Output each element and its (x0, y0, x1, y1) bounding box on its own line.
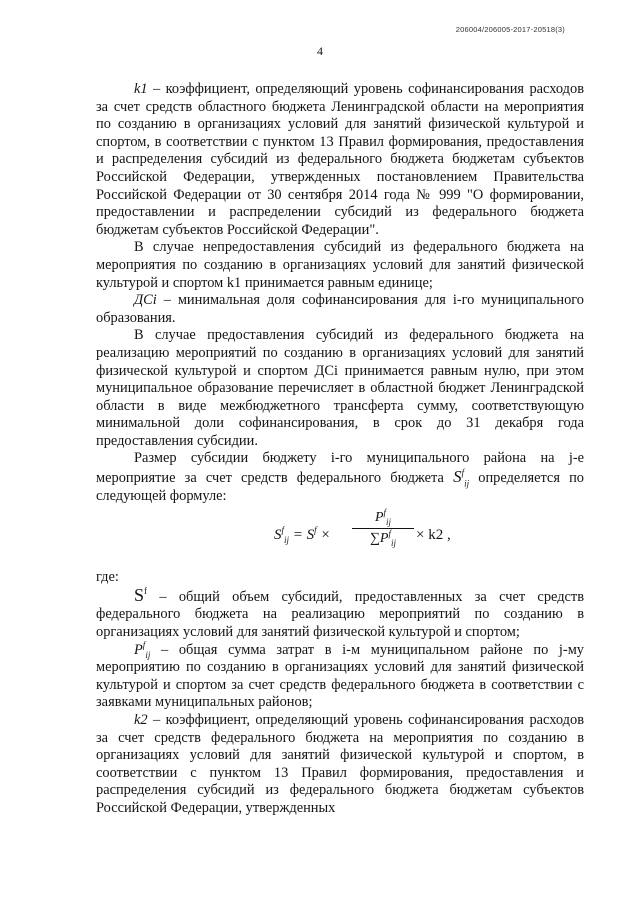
document-body (96, 81, 584, 818)
paragraph-sf-text: – общий объем субсидий, предоставленных за счет средств федерального бюджета на реализацию мероприятий по созданию в организациях условий для занятий физической культурой и спортом; (96, 588, 584, 641)
paragraph-subsidy-size-tail: определяется по следующей формуле: (96, 470, 584, 504)
page-number: 4 (317, 44, 323, 58)
paragraph-no-federal: В случае непредоставления субсидий из федерального бюджета на мероприятия по созданию в организациях условий для занятий физической культурой и спортом k1 принимается равным единице; (96, 239, 584, 291)
formula-denominator: $\sum P^f_{ij}$ (369, 528, 397, 548)
symbol-k1: k1 (134, 81, 148, 97)
symbol-k2: k2 (134, 712, 148, 728)
paragraph-pij (96, 639, 584, 712)
formula-lhs: $S^f_{ij} = S^f$ × (274, 525, 331, 546)
paragraph-k1-text: – коэффициент, определяющий уровень софинансирования расходов за счет средств областного бюджета Ленинградской области на мероприятия по созданию в организациях условий для занятий физической культурой и спортом, в соответствии с пунктом 13 Правил формирования, предоставления и распределения субсидий из федерального бюджета бюджетам субъектов Российской Федерации, утвержденных постановлением Правительства Российской Федерации от 30 сентября 2014 года № 999 "О формировании, предоставлении и распределении субсидий из федерального бюджета бюджетам субъектов Российской Федерации". (96, 81, 584, 238)
symbol-sf: $S^f$ (134, 584, 148, 605)
formula-numerator: $P^f_{ij}$ (352, 509, 414, 529)
paragraph-k1 (96, 81, 584, 239)
formula-tail: × k2 , (416, 527, 451, 544)
symbol-pij: $P^f_{ij}$ (134, 639, 151, 660)
paragraph-k2 (96, 712, 584, 818)
where-label: где: (96, 569, 119, 586)
paragraph-k2-text: – коэффициент, определяющий уровень софинансирования расходов за счет средств федерального бюджета на мероприятия по созданию в организациях условий для занятий физической культурой и спортом, в соответствии с пунктом 13 Правил формирования, предоставления и распределения субсидий из федерального бюджета бюджетам субъектов Российской Федерации, утвержденных (96, 712, 584, 816)
symbol-dsi: ДСi (134, 292, 157, 309)
symbol-sij: $S^f_{ij}$ (453, 467, 470, 489)
paragraph-subsidy-size-text: Размер субсидии бюджету i-го муниципального района на j-е мероприятие за счет средств федерального бюджета (96, 450, 584, 487)
formula-fraction (352, 509, 414, 547)
subsidy-formula (96, 507, 584, 565)
paragraph-pij-text: – общая сумма затрат в i-м муниципальном районе по j-му мероприятию по созданию в организациях условий для занятий физической культурой и спортом за счет средств федерального бюджета в соответствии с заявками муниципальных районов; (96, 641, 584, 711)
paragraph-sf (96, 584, 584, 642)
paragraph-dsi (96, 292, 584, 327)
paragraph-federal-provided: В случае предоставления субсидий из федерального бюджета на реализацию мероприятий по созданию в организациях условий для занятий физической культурой и спортом ДСi принимается равным нулю, при этом муниципальное образование перечисляет в областной бюджет Ленинградской области в виде межбюджетного трансферта сумму, соответствующую минимальной доли софинансирования, в срок до 31 декабря года предоставления субсидии. (96, 327, 584, 449)
paragraph-subsidy-size (96, 450, 584, 505)
document-id: 206004/206005-2017-20518(3) (455, 25, 565, 34)
paragraph-dsi-text: – минимальная доля софинансирования для i-го муниципального образования. (96, 292, 584, 326)
